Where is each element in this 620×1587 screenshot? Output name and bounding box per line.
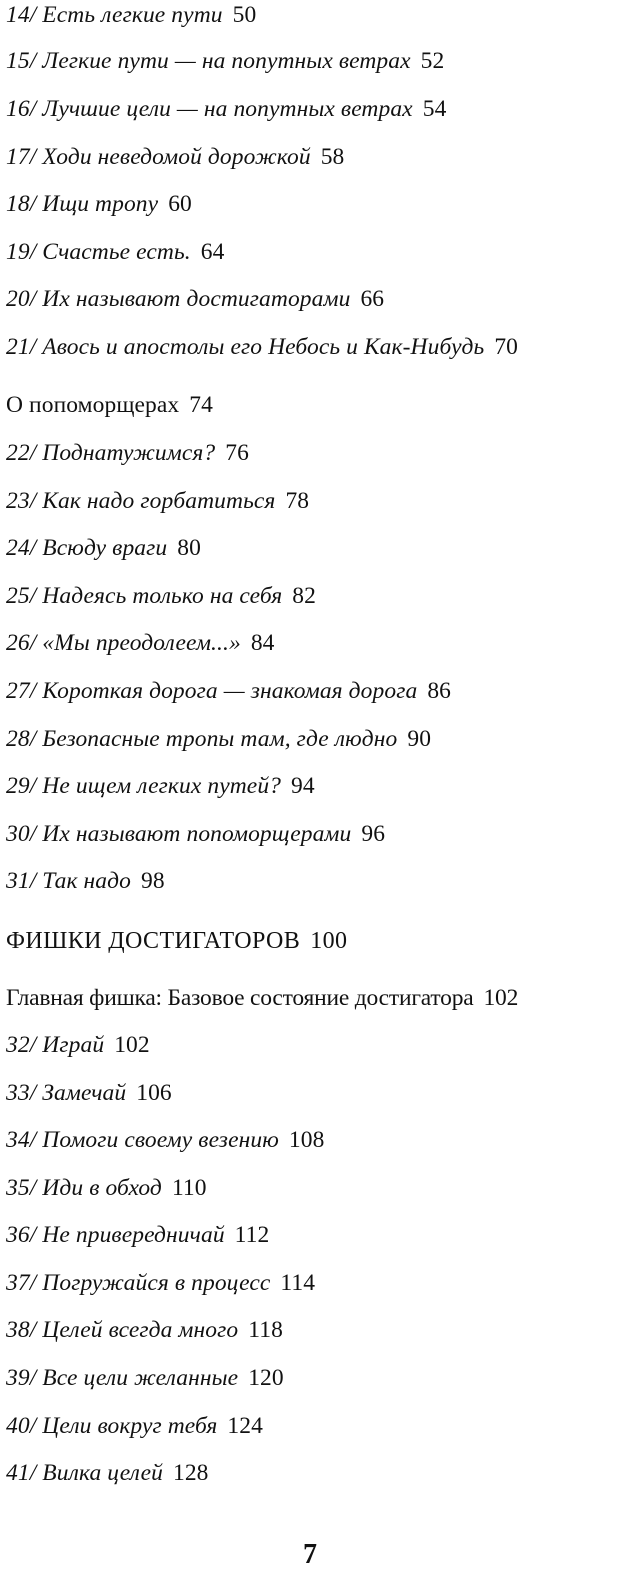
toc-section bbox=[6, 390, 213, 420]
toc-entry-page: 118 bbox=[248, 1317, 283, 1343]
toc-entry-title: 32/ Играй bbox=[6, 1032, 105, 1058]
toc-entry bbox=[6, 1220, 269, 1250]
toc-entry-page: 70 bbox=[494, 334, 519, 360]
toc-entry bbox=[6, 142, 344, 172]
toc-entry-title: 39/ Все цели желанные bbox=[6, 1365, 239, 1391]
toc-entry bbox=[6, 1173, 207, 1203]
toc-entry bbox=[6, 1268, 315, 1298]
toc-entry-page: 120 bbox=[248, 1365, 284, 1391]
toc-entry bbox=[6, 819, 385, 849]
toc-entry-title: 18/ Ищи тропу bbox=[6, 191, 159, 217]
toc-entry-title: 20/ Их называют достигаторами bbox=[6, 286, 351, 312]
toc-entry-page: 76 bbox=[225, 440, 249, 466]
toc-entry-page: 124 bbox=[227, 1413, 263, 1439]
toc-entry-title: 29/ Не ищем легких путей? bbox=[6, 773, 282, 799]
toc-entry-page: 102 bbox=[114, 1032, 150, 1058]
toc-entry bbox=[6, 1458, 209, 1488]
toc-entry bbox=[6, 237, 224, 267]
toc-entry bbox=[6, 1411, 263, 1441]
toc-entry bbox=[6, 438, 249, 468]
toc-entry-title: 28/ Безопасные тропы там, где людно bbox=[6, 726, 398, 752]
toc-entry-page: 80 bbox=[177, 535, 201, 561]
page-number: 7 bbox=[303, 1539, 317, 1570]
toc-entry-page: 110 bbox=[171, 1175, 207, 1201]
toc-entry bbox=[6, 1125, 324, 1155]
toc-entry-title: 19/ Счастье есть. bbox=[6, 239, 191, 265]
toc-entry bbox=[6, 332, 518, 362]
toc-entry-title: 15/ Легкие пути — на попутных ветрах bbox=[6, 48, 411, 74]
toc-entry-page: 96 bbox=[361, 821, 386, 847]
toc-entry-title: ФИШКИ ДОСТИГАТОРОВ bbox=[6, 928, 301, 954]
toc-entry-title: 26/ «Мы преодолеем...» bbox=[6, 630, 241, 656]
toc-entry bbox=[6, 533, 201, 563]
toc-entry-page: 86 bbox=[427, 678, 452, 704]
toc-entry-page: 84 bbox=[250, 630, 275, 656]
toc-entry-page: 100 bbox=[310, 928, 348, 954]
toc-entry-title: 30/ Их называют попоморщерами bbox=[6, 821, 352, 847]
toc-entry-page: 94 bbox=[291, 773, 315, 799]
toc-entry bbox=[6, 189, 192, 219]
toc-entry-title: 36/ Не привередничай bbox=[6, 1222, 225, 1248]
toc-entry bbox=[6, 1078, 172, 1108]
toc-entry-title: 33/ Замечай bbox=[6, 1080, 127, 1106]
toc-entry-title: 21/ Авось и апостолы его Небось и Как-Нибудь bbox=[6, 334, 485, 360]
toc-entry-page: 78 bbox=[285, 488, 310, 514]
toc-entry-title: О попоморщерах bbox=[6, 392, 180, 418]
toc-entry bbox=[6, 676, 451, 706]
toc-entry-page: 60 bbox=[168, 191, 192, 217]
toc-entry bbox=[6, 581, 316, 611]
toc-entry-page: 52 bbox=[420, 48, 445, 74]
toc-entry-title: 40/ Цели вокруг тебя bbox=[6, 1413, 218, 1439]
toc-entry bbox=[6, 46, 444, 76]
toc-entry-page: 108 bbox=[288, 1127, 325, 1153]
toc-entry-page: 98 bbox=[141, 868, 165, 894]
toc-entry bbox=[6, 94, 446, 124]
toc-entry-title: 14/ Есть легкие пути bbox=[6, 2, 223, 28]
toc-entry-title: 35/ Иди в обход bbox=[6, 1175, 162, 1201]
toc-entry-title: 23/ Как надо горбатиться bbox=[6, 488, 276, 514]
toc-entry bbox=[6, 0, 256, 30]
toc-entry-page: 58 bbox=[320, 144, 345, 170]
toc-entry-title: 24/ Всюду враги bbox=[6, 535, 168, 561]
toc-entry-page: 90 bbox=[407, 726, 432, 752]
toc-entry-title: 27/ Короткая дорога — знакомая дорога bbox=[6, 678, 418, 704]
toc-entry-title: 17/ Ходи неведомой дорожкой bbox=[6, 144, 311, 170]
toc-entry-title: 16/ Лучшие цели — на попутных ветрах bbox=[6, 96, 413, 122]
toc-entry-page: 66 bbox=[360, 286, 385, 312]
toc-entry-page: 64 bbox=[200, 239, 225, 265]
toc-entry-page: 112 bbox=[234, 1222, 270, 1248]
toc-entry-title: 41/ Вилка целей bbox=[6, 1460, 163, 1486]
toc-entry-title: 31/ Так надо bbox=[6, 868, 131, 894]
toc-entry-page: 106 bbox=[136, 1080, 172, 1106]
toc-subsection bbox=[6, 983, 518, 1013]
toc-entry-page: 102 bbox=[483, 985, 519, 1011]
toc-entry bbox=[6, 284, 384, 314]
toc-entry bbox=[6, 724, 431, 754]
toc-entry-title: 34/ Помоги своему везению bbox=[6, 1127, 279, 1153]
toc-entry-page: 114 bbox=[280, 1270, 316, 1296]
toc-part-heading bbox=[6, 926, 347, 956]
toc-entry bbox=[6, 628, 275, 658]
toc-entry-page: 82 bbox=[292, 583, 316, 609]
toc-entry bbox=[6, 1315, 283, 1345]
toc-entry bbox=[6, 1363, 284, 1393]
toc-entry-title: 25/ Надеясь только на себя bbox=[6, 583, 283, 609]
toc-entry-page: 54 bbox=[422, 96, 447, 122]
toc-entry-title: Главная фишка: Базовое состояние достигатора bbox=[6, 985, 474, 1011]
toc-entry-page: 128 bbox=[172, 1460, 209, 1486]
toc-entry-title: 38/ Целей всегда много bbox=[6, 1317, 239, 1343]
toc-entry-title: 37/ Погружайся в процесс bbox=[6, 1270, 271, 1296]
toc-entry bbox=[6, 486, 309, 516]
toc-entry-title: 22/ Поднатужимся? bbox=[6, 440, 216, 466]
toc-entry bbox=[6, 866, 165, 896]
toc-entry-page: 50 bbox=[232, 2, 257, 28]
toc-entry bbox=[6, 771, 315, 801]
toc-entry bbox=[6, 1030, 150, 1060]
toc-entry-page: 74 bbox=[189, 392, 213, 418]
